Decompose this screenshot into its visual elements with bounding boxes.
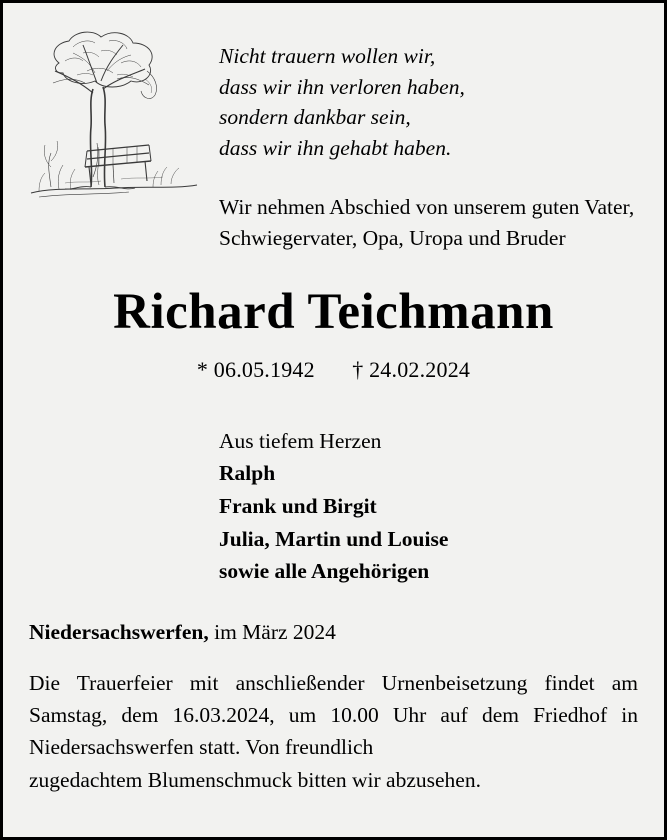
family-block (219, 425, 638, 588)
poem-line: Nicht trauern wollen wir, (219, 44, 436, 68)
death-date: 24.02.2024 (369, 356, 471, 382)
life-dates (29, 357, 638, 383)
place-and-date-line (29, 620, 638, 645)
closing-paragraph (29, 667, 638, 796)
deceased-name: Richard Teichmann (113, 284, 554, 341)
notice-month: im März 2024 (214, 619, 336, 644)
intro-text: Wir nehmen Abschied von unserem guten Vater, Schwiegervater, Opa, Uropa und Bruder (219, 195, 635, 251)
family-lead: Aus tiefem Herzen (219, 428, 382, 453)
poem (219, 21, 638, 163)
family-member: Ralph (219, 461, 276, 486)
poem-line: sondern dankbar sein, (219, 105, 411, 130)
death-symbol: † (352, 356, 364, 382)
tree-with-bench-drawing-icon (25, 27, 201, 199)
closing-last-line: zugedachtem Blumenschmuck bitten wir abzusehen. (29, 767, 481, 792)
family-member: Julia, Martin und Louise (219, 526, 449, 551)
closing-text: Die Trauerfeier mit anschließender Urnenbeisetzung findet am Samstag, dem 16.03.2024, um 10.00 Uhr auf dem Friedhof in Niedersachswerfen statt. Von freundlich (29, 670, 638, 760)
birth-date: 06.05.1942 (213, 356, 315, 382)
family-member: sowie alle Angehörigen (219, 559, 430, 584)
poem-line: dass wir ihn gehabt haben. (219, 135, 452, 160)
family-member: Frank und Birgit (219, 493, 377, 518)
place-name: Niedersachswerfen, (29, 619, 209, 644)
poem-line: dass wir ihn verloren haben, (219, 74, 465, 99)
birth-symbol: * (196, 356, 209, 382)
